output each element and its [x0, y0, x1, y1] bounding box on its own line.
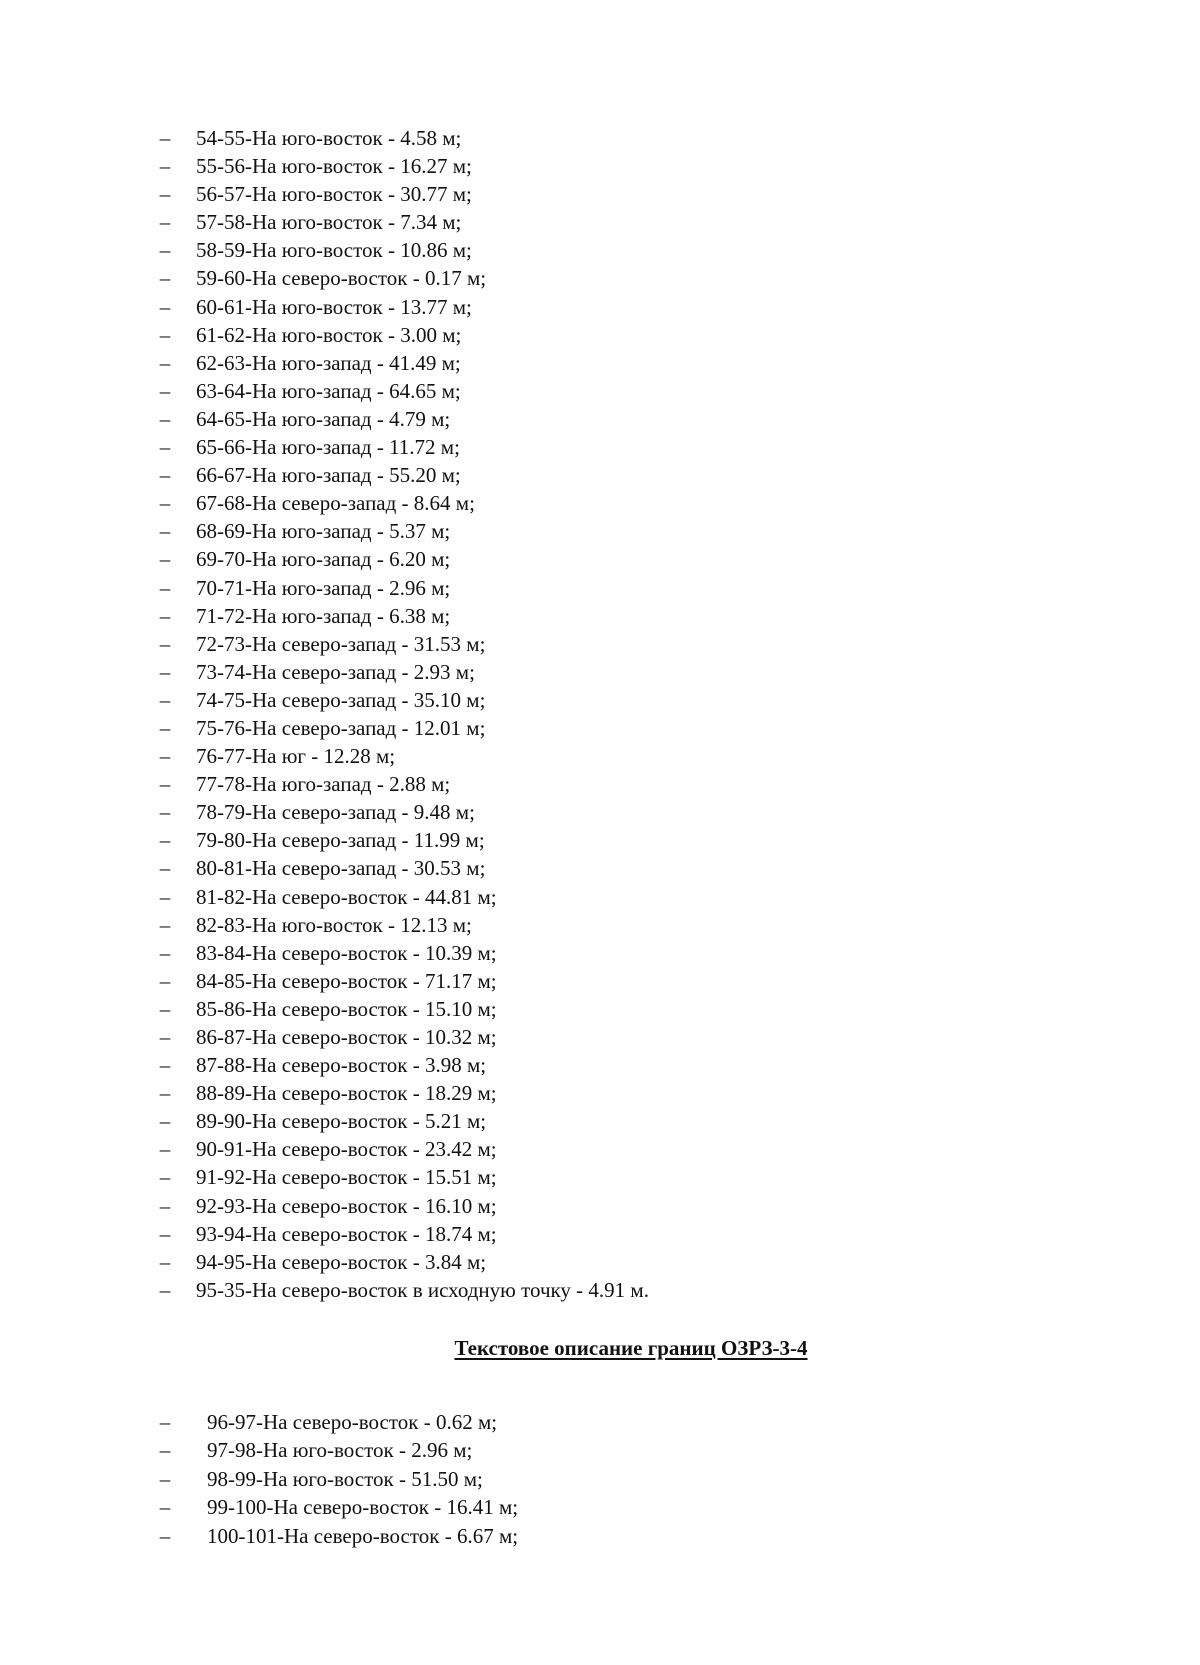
segment-text: 57-58-На юго-восток - 7.34 м;	[196, 210, 462, 235]
bullet-dash: –	[159, 884, 171, 909]
segment-text: 76-77-На юг - 12.28 м;	[196, 744, 396, 769]
bullet-dash: –	[159, 210, 171, 235]
segment-text: 63-64-На юго-запад - 64.65 м;	[196, 378, 461, 403]
bullet-dash: –	[159, 435, 171, 460]
bullet-dash: –	[159, 1523, 171, 1548]
segment-text: 91-92-На северо-восток - 15.51 м;	[196, 1165, 497, 1190]
bullet-dash: –	[159, 1249, 171, 1274]
segment-text: 65-66-На юго-запад - 11.72 м;	[196, 435, 460, 460]
segment-text: 58-59-На юго-восток - 10.86 м;	[196, 238, 472, 263]
segment-text: 82-83-На юго-восток - 12.13 м;	[196, 912, 472, 937]
bullet-dash: –	[159, 519, 171, 544]
segment-text: 83-84-На северо-восток - 10.39 м;	[196, 940, 497, 965]
segment-text: 97-98-На юго-восток - 2.96 м;	[207, 1438, 473, 1463]
segment-text: 55-56-На юго-восток - 16.27 м;	[196, 154, 472, 179]
segment-text: 71-72-На юго-запад - 6.38 м;	[196, 603, 451, 628]
segment-text: 81-82-На северо-восток - 44.81 м;	[196, 884, 497, 909]
bullet-dash: –	[159, 378, 171, 403]
segment-text: 54-55-На юго-восток - 4.58 м;	[196, 126, 462, 150]
bullet-dash: –	[159, 350, 171, 375]
segment-text: 94-95-На северо-восток - 3.84 м;	[196, 1249, 487, 1274]
segment-text: 90-91-На северо-восток - 23.42 м;	[196, 1137, 497, 1162]
segment-text: 80-81-На северо-запад - 30.53 м;	[196, 856, 486, 881]
bullet-dash: –	[159, 828, 171, 853]
segment-text: 99-100-На северо-восток - 16.41 м;	[207, 1495, 519, 1520]
segment-text: 96-97-На северо-восток - 0.62 м;	[207, 1410, 498, 1434]
bullet-dash: –	[159, 1466, 171, 1491]
bullet-dash: –	[159, 126, 171, 150]
bullet-dash: –	[159, 940, 171, 965]
segment-text: 79-80-На северо-запад - 11.99 м;	[196, 828, 485, 853]
segment-text: 77-78-На юго-запад - 2.88 м;	[196, 772, 451, 797]
bullet-dash: –	[159, 1053, 171, 1078]
bullet-dash: –	[159, 687, 171, 712]
bullet-dash: –	[159, 1410, 171, 1434]
segment-text: 56-57-На юго-восток - 30.77 м;	[196, 182, 472, 207]
segment-text: 87-88-На северо-восток - 3.98 м;	[196, 1053, 487, 1078]
segment-text: 73-74-На северо-запад - 2.93 м;	[196, 659, 475, 684]
bullet-dash: –	[159, 744, 171, 769]
segment-text: 60-61-На юго-восток - 13.77 м;	[196, 294, 472, 319]
bullet-dash: –	[159, 1025, 171, 1049]
segment-text: 72-73-На северо-запад - 31.53 м;	[196, 631, 486, 656]
segment-text: 75-76-На северо-запад - 12.01 м;	[196, 715, 486, 740]
segment-text: 84-85-На северо-восток - 71.17 м;	[196, 968, 497, 993]
segment-text: 66-67-На юго-запад - 55.20 м;	[196, 463, 461, 488]
bullet-dash: –	[159, 1137, 171, 1162]
bullet-dash: –	[159, 1495, 171, 1520]
section-heading: Текстовое описание границ ОЗРЗ-3-4	[454, 1336, 808, 1360]
bullet-dash: –	[159, 715, 171, 740]
bullet-dash: –	[159, 182, 171, 207]
segment-text: 59-60-На северо-восток - 0.17 м;	[196, 266, 487, 291]
bullet-dash: –	[159, 996, 171, 1021]
segment-text: 67-68-На северо-запад - 8.64 м;	[196, 491, 475, 516]
segment-text: 74-75-На северо-запад - 35.10 м;	[196, 687, 486, 712]
bullet-dash: –	[159, 1193, 171, 1218]
bullet-dash: –	[159, 463, 171, 488]
bullet-dash: –	[159, 322, 171, 347]
bullet-dash: –	[159, 547, 171, 572]
bullet-dash: –	[159, 238, 171, 263]
segment-text: 78-79-На северо-запад - 9.48 м;	[196, 800, 475, 825]
segment-text: 98-99-На юго-восток - 51.50 м;	[207, 1466, 483, 1491]
bullet-dash: –	[159, 772, 171, 797]
segment-text: 64-65-На юго-запад - 4.79 м;	[196, 406, 451, 431]
segment-text: 95-35-На северо-восток в исходную точку - 4.91 м.	[196, 1277, 649, 1302]
bullet-dash: –	[159, 1277, 171, 1302]
segment-text: 62-63-На юго-запад - 41.49 м;	[196, 350, 461, 375]
bullet-dash: –	[159, 1081, 171, 1106]
bullet-dash: –	[159, 266, 171, 291]
bullet-dash: –	[159, 1109, 171, 1134]
segment-text: 92-93-На северо-восток - 16.10 м;	[196, 1193, 497, 1218]
bullet-dash: –	[159, 1221, 171, 1246]
segment-text: 88-89-На северо-восток - 18.29 м;	[196, 1081, 497, 1106]
bullet-dash: –	[159, 1438, 171, 1463]
segment-text: 68-69-На юго-запад - 5.37 м;	[196, 519, 451, 544]
segment-text: 89-90-На северо-восток - 5.21 м;	[196, 1109, 487, 1134]
bullet-dash: –	[159, 1165, 171, 1190]
bullet-dash: –	[159, 968, 171, 993]
bullet-dash: –	[159, 575, 171, 600]
bullet-dash: –	[159, 659, 171, 684]
bullet-dash: –	[159, 800, 171, 825]
bullet-dash: –	[159, 294, 171, 319]
segment-text: 100-101-На северо-восток - 6.67 м;	[207, 1523, 519, 1548]
bullet-dash: –	[159, 406, 171, 431]
bullet-dash: –	[159, 912, 171, 937]
segment-text: 86-87-На северо-восток - 10.32 м;	[196, 1025, 497, 1049]
bullet-dash: –	[159, 154, 171, 179]
bullet-dash: –	[159, 603, 171, 628]
segment-text: 93-94-На северо-восток - 18.74 м;	[196, 1221, 497, 1246]
bullet-dash: –	[159, 491, 171, 516]
bullet-dash: –	[159, 631, 171, 656]
segment-text: 85-86-На северо-восток - 15.10 м;	[196, 996, 497, 1021]
segment-text: 69-70-На юго-запад - 6.20 м;	[196, 547, 451, 572]
segment-text: 70-71-На юго-запад - 2.96 м;	[196, 575, 451, 600]
segment-text: 61-62-На юго-восток - 3.00 м;	[196, 322, 462, 347]
bullet-dash: –	[159, 856, 171, 881]
